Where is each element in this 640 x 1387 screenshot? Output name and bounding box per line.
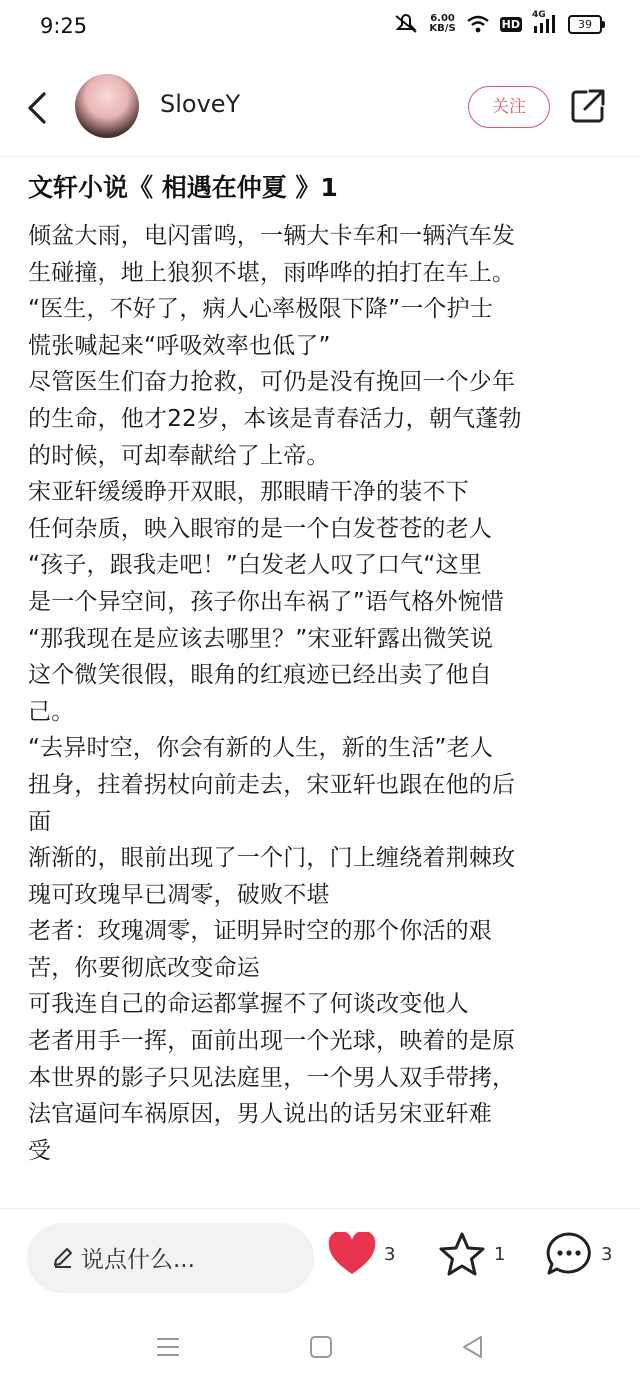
battery-indicator: 39: [568, 15, 602, 34]
back-triangle-icon[interactable]: [460, 1334, 486, 1360]
body-line: 可我连自己的命运都掌握不了何谈改变他人: [28, 991, 469, 1018]
post-title: 文轩小说《 相遇在仲夏 》1: [28, 173, 338, 202]
home-icon[interactable]: [308, 1334, 334, 1360]
post-header: [0, 66, 640, 157]
star-icon: [438, 1231, 486, 1277]
share-icon: [568, 86, 608, 126]
body-line: 苦，你要彻底改变命运: [28, 954, 260, 981]
body-line: 的时候，可却奉献给了上帝。: [28, 442, 330, 469]
back-button[interactable]: [22, 88, 52, 128]
comment-placeholder: 说点什么...: [81, 1247, 195, 1273]
system-nav-bar: [0, 1310, 640, 1387]
status-bar: [0, 0, 640, 56]
body-line: 面: [28, 808, 52, 835]
status-icons: [393, 10, 602, 34]
body-line: 受: [28, 1137, 52, 1164]
hd-badge: HD: [501, 17, 520, 31]
pencil-icon: [51, 1245, 75, 1269]
body-line: 本世界的影子只见法庭里，一个男人双手带拷，: [28, 1064, 516, 1091]
body-line: 这个微笑很假，眼角的红痕迹已经出卖了他自: [28, 662, 492, 689]
comment-count: 3: [601, 1243, 613, 1265]
body-line: 法官逼问车祸原因，男人说出的话另宋亚轩难: [28, 1101, 492, 1128]
status-time: 9:25: [40, 14, 88, 38]
body-line: 己。: [28, 698, 75, 725]
body-line: 渐渐的，眼前出现了一个门，门上缠绕着荆棘玫: [28, 845, 516, 872]
favorite-button[interactable]: [438, 1229, 505, 1279]
body-line: “去异时空，你会有新的人生，新的生活”老人: [28, 735, 494, 762]
follow-button[interactable]: 关注: [468, 86, 550, 128]
body-line: “孩子，跟我走吧！”白发老人叹了口气“这里: [28, 552, 482, 579]
body-line: “医生，不好了，病人心率极限下降”一个护士: [28, 296, 494, 323]
body-line: 老者用手一挥，面前出现一个光球，映着的是原: [28, 1028, 516, 1055]
signal-bars-icon: [532, 14, 558, 34]
body-line: 尽管医生们奋力抢救，可仍是没有挽回一个少年: [28, 369, 516, 396]
comment-input[interactable]: [27, 1223, 314, 1293]
comment-button[interactable]: [545, 1229, 612, 1279]
bottom-action-bar: [0, 1208, 640, 1309]
network-speed: [429, 14, 455, 34]
heart-icon: [328, 1232, 376, 1276]
body-line: 生碰撞，地上狼狈不堪，雨哗哗的拍打在车上。: [28, 259, 516, 286]
share-button[interactable]: [568, 86, 608, 126]
body-line: 瑰可玫瑰早已凋零，破败不堪: [28, 881, 330, 908]
body-line: 的生命，他才22岁，本该是青春活力，朝气蓬勃: [28, 405, 522, 432]
speed-value: 6.00: [430, 13, 455, 24]
like-count: 3: [384, 1243, 396, 1265]
body-line: 宋亚轩缓缓睁开双眼，那眼睛干净的装不下: [28, 479, 469, 506]
like-button[interactable]: [328, 1229, 395, 1279]
body-line: 任何杂质，映入眼帘的是一个白发苍苍的老人: [28, 515, 492, 542]
post-body: [28, 218, 618, 1208]
avatar[interactable]: [75, 74, 139, 138]
signal-label: 4G: [532, 10, 546, 20]
speed-unit: KB/S: [429, 23, 456, 34]
mute-vibrate-icon: [393, 14, 419, 34]
body-line: 慌张喊起来“呼吸效率也低了”: [28, 332, 331, 359]
menu-icon[interactable]: [155, 1334, 181, 1360]
cell-signal: [532, 10, 558, 34]
body-line: 倾盆大雨，电闪雷鸣，一辆大卡车和一辆汽车发: [28, 223, 516, 249]
favorite-count: 1: [494, 1243, 506, 1265]
body-line: 扭身，拄着拐杖向前走去，宋亚轩也跟在他的后: [28, 771, 516, 798]
body-line: 是一个异空间，孩子你出车祸了”语气格外惋惜: [28, 588, 505, 615]
body-line: “那我现在是应该去哪里？”宋亚轩露出微笑说: [28, 625, 494, 652]
back-arrow-icon: [22, 88, 52, 128]
body-line: 老者：玫瑰凋零，证明异时空的那个你活的艰: [28, 918, 492, 945]
wifi-icon: [466, 15, 490, 33]
username[interactable]: SloveY: [160, 90, 241, 118]
comment-bubble-icon: [545, 1231, 593, 1277]
